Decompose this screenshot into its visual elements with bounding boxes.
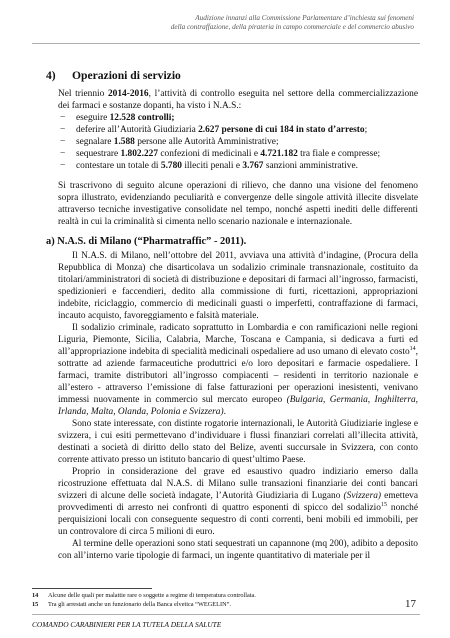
section-title: Operazioni di servizio (72, 69, 181, 82)
body-paragraph: Al termine delle operazioni sono stati sequestrati un capannone (mq 200), adibito a deposito con all’interno varie tipologie di farmaci, un ingente quantitativo di materiale per il (58, 539, 418, 561)
summary-paragraph: Si trascrivono di seguito alcune operazioni di rilievo, che danno una visione del fenomeno sopra illustrato, evidenziando peculiarità e convergenze delle singole attività illecite disvelate attraverso tecniche investigative consolidate nel tempo, nonché aspetti inediti delle differenti realtà in cui la criminalità si cimenta nello scenario nazionale e internazionale. (58, 181, 418, 227)
header-line-1: Audizione innanzi alla Commissione Parlamentare d’inchiesta sui fenomeni (195, 14, 414, 22)
section-number: 4) (46, 69, 56, 82)
page-number: 17 (405, 598, 416, 610)
running-header (34, 14, 414, 32)
header-line-2: della contraffazione, della pirateria in campo commerciale e del commercio abusivo (170, 23, 414, 32)
list-item: − sequestrare 1.802.227 confezioni di medicinali e 4.721.182 tra fiale e compresse; (58, 148, 418, 160)
body-paragraph: Sono state interessate, con distinte rogatorie internazionali, le Autorità Giudiziarie inglese e svizzera, i cui esiti permettevano d’individuare i flussi finanziari correlati all’illecita attività, destinati a società di diritto dello stato del Belize, aventi succursale in Svizzera, con conto corrente attivato presso un istituto bancario di quest’ultimo Paese. (58, 419, 418, 465)
footnotes (32, 592, 422, 609)
intro-paragraph: Nel triennio 2014-2016, l’attività di controllo eseguita nel settore della commercializzazione dei farmaci e sostanze dopanti, ha visto i N.A.S.: (58, 89, 418, 111)
main-content (46, 69, 419, 562)
footnote-ref[interactable]: 15 (380, 501, 387, 508)
running-footer: COMANDO CARABINIERI PER LA TUTELA DELLA SALUTE (32, 620, 222, 629)
body-paragraph: Proprio in considerazione del grave ed esaustivo quadro indiziario emerso dalla ricostruzione effettuata dal N.A.S. di Milano sulle transazioni finanziarie dei conti bancari svizzeri di alcune delle società indagate, l’Autorità Giudiziaria di Lugano (Svizzera) emetteva provvedimenti di arresto nei confronti di quattro esponenti di spicco del sodalizio$^{15}$ nonché perquisizioni locali con conseguente sequestro di conti correnti, beni mobili ed immobili, per un controvalore di circa 5 milioni di euro. (58, 467, 418, 537)
footnote-divider (32, 588, 152, 589)
footer-divider (32, 614, 420, 615)
section-heading (46, 70, 418, 82)
list-item: − deferire all’Autorità Giudiziaria 2.627 persone di cui 184 in stato d’arresto; (58, 124, 418, 136)
header-divider (32, 43, 420, 44)
list-item: − segnalare 1.588 persone alle Autorità Amministrative; (58, 136, 418, 148)
list-item: − contestare un totale di 5.780 illeciti penali e 3.767 sanzioni amministrative. (58, 160, 418, 172)
list-item: − eseguire 12.528 controlli; (58, 112, 418, 124)
body-paragraph: Il sodalizio criminale, radicato soprattutto in Lombardia e con ramificazioni nelle regioni Liguria, Piemonte, Sicilia, Calabria, Marche, Toscana e Campania, si dedicava a furti ed all’appropriazione indebita di specialità medicinali ospedaliere ad uso umano di elevato costo$^{14}$, sottratte ad aziende farmaceutiche produttrici e/o loro depositari e farmacie ospedaliere. I farmaci, tramite distributori all’ingrosso compiacenti – residenti in territorio nazionale e all’estero - attraverso l’emissione di false fatturazioni per operazioni inesistenti, venivano immessi nuovamente in commercio sul mercato europeo (Bulgaria, Germania, Inghilterra, Irlanda, Malta, Olanda, Polonia e Svizzera). (58, 323, 419, 417)
footnote-ref[interactable]: 14 (409, 345, 416, 352)
subsection-title: a) N.A.S. di Milano (“Pharmatraffic” - 2011). (46, 236, 247, 247)
body-paragraph: Il N.A.S. di Milano, nell’ottobre del 2011, avviava una attività d’indagine, (Procura della Repubblica di Monza) che disarticolava un sodalizio criminale transnazionale, costituito da titolari/amministratori di società di distribuzione e depositari di farmaci all’ingrosso, farmacisti, spedizionieri e faccendieri, dedito alla commissione di furti, ricettazioni, appropriazioni indebite, riciclaggio, commercio di medicinali guasti o imperfetti, contraffazione di farmaci, incauto acquisto, favoreggiamento e falsità materiale. (58, 251, 418, 321)
footnote: 15 Tra gli arrestati anche un funzionario della Banca elvetica “WEGELIN”. (32, 600, 231, 608)
footnote: 14 Alcune delle quali per malattie rare o soggette a regime di temperatura controllata. (32, 592, 256, 599)
statistics-list (58, 112, 418, 172)
